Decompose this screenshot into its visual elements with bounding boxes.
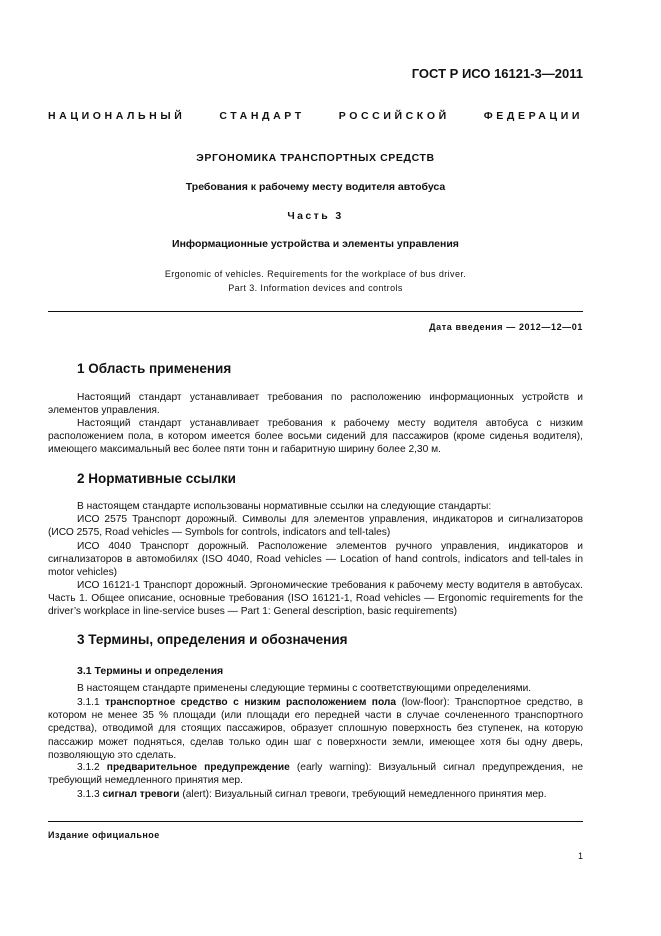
definition-number: 3.1.1 — [77, 697, 100, 708]
footer-divider — [48, 821, 583, 822]
effective-date: Дата введения — 2012—12—01 — [429, 322, 583, 332]
section-1-paragraph-1: Настоящий стандарт устанавливает требования по расположению информационных устройств и элементов управления. — [48, 392, 583, 417]
section-1-heading: 1 Область применения — [77, 361, 232, 376]
definition-number: 3.1.2 — [77, 762, 100, 773]
banner-word-2: СТАНДАРТ — [219, 110, 305, 122]
subsection-3-1-heading: 3.1 Термины и определения — [77, 665, 224, 677]
definition-3-1-1 — [48, 696, 583, 762]
english-title — [48, 267, 583, 295]
section-2-reference-iso2575: ИСО 2575 Транспорт дорожный. Символы для элементов управления, индикаторов и сигнализаторов (ИСО 2575, Road vehicles — Symbols for controls, indicators and tell-tales) — [48, 514, 583, 539]
definition-term: транспортное средство с низким расположением пола — [105, 697, 397, 708]
page-number: 1 — [577, 851, 583, 861]
definition-text: (alert): Визуальный сигнал тревоги, требующий немедленного принятия мер. — [179, 789, 547, 800]
part-label: Часть 3 — [287, 210, 344, 222]
national-standard-banner — [48, 110, 583, 122]
definition-term: предварительное предупреждение — [106, 762, 290, 773]
banner-word-3: РОССИЙСКОЙ — [338, 110, 450, 122]
definition-term: сигнал тревоги — [102, 789, 180, 800]
definition-3-1-3 — [48, 788, 583, 801]
definition-text: (early warning): Визуальный сигнал предупреждения, не требующий немедленного принятия мер. — [48, 762, 583, 787]
banner-word-1: НАЦИОНАЛЬНЫЙ — [48, 110, 186, 122]
section-2-reference-iso4040: ИСО 4040 Транспорт дорожный. Расположение элементов ручного управления, индикаторов и сигнализаторов в автомобилях (ISO 4040, Road vehicles — Location of hand controls, indicators and tell-tales in motor vehicles) — [48, 541, 583, 579]
section-2-paragraph-1: В настоящем стандарте использованы нормативные ссылки на следующие стандарты: — [77, 501, 492, 512]
title-divider — [48, 311, 583, 312]
english-title-line-1: Ergonomic of vehicles. Requirements for the workplace of bus driver. — [164, 269, 467, 279]
banner-word-4: ФЕДЕРАЦИИ — [483, 110, 583, 122]
definition-number: 3.1.3 — [77, 789, 100, 800]
section-3-heading: 3 Термины, определения и обозначения — [77, 632, 348, 647]
section-2-reference-iso16121-1: ИСО 16121-1 Транспорт дорожный. Эргономические требования к рабочему месту водителя в автобусах. Часть 1. Общее описание, основные требования (ISO 16121-1, Road vehicles — Ergonomic requirements for the driver’s workplace in line-service buses — Part 1: General description, basic requirements) — [48, 580, 583, 618]
english-title-line-2: Part 3. Information devices and controls — [228, 283, 403, 293]
part-title: Информационные устройства и элементы управления — [172, 238, 459, 250]
document-subtitle: Требования к рабочему месту водителя автобуса — [185, 181, 446, 193]
standard-code: ГОСТ Р ИСО 16121-3—2011 — [411, 66, 583, 81]
definition-3-1-2 — [48, 761, 583, 787]
definition-text: (low-floor): Транспортное средство, в котором не менее 35 % площади (или площади его передней части в случае сочлененного транспортного средства), отводимой для стоящих пассажиров, образует сплошную поверхность без ступенек, на которую пассажир может подняться, сделав только один шаг с поверхности земли, имеющее хотя бы одну дверь, позволяющую это сделать. — [48, 697, 583, 761]
document-title: ЭРГОНОМИКА ТРАНСПОРТНЫХ СРЕДСТВ — [196, 152, 435, 164]
edition-label: Издание официальное — [48, 830, 160, 840]
section-1-paragraph-2: Настоящий стандарт устанавливает требования к рабочему месту водителя автобуса с низким расположением пола, в котором имеется более восьми сидений для пассажиров (кроме сиденья водителя), имеющего максимальный вес более пяти тонн и габаритную ширину более 2,30 м. — [48, 418, 583, 456]
section-3-paragraph-1: В настоящем стандарте применены следующие термины с соответствующими определениями. — [77, 683, 532, 694]
section-2-heading: 2 Нормативные ссылки — [77, 471, 236, 486]
